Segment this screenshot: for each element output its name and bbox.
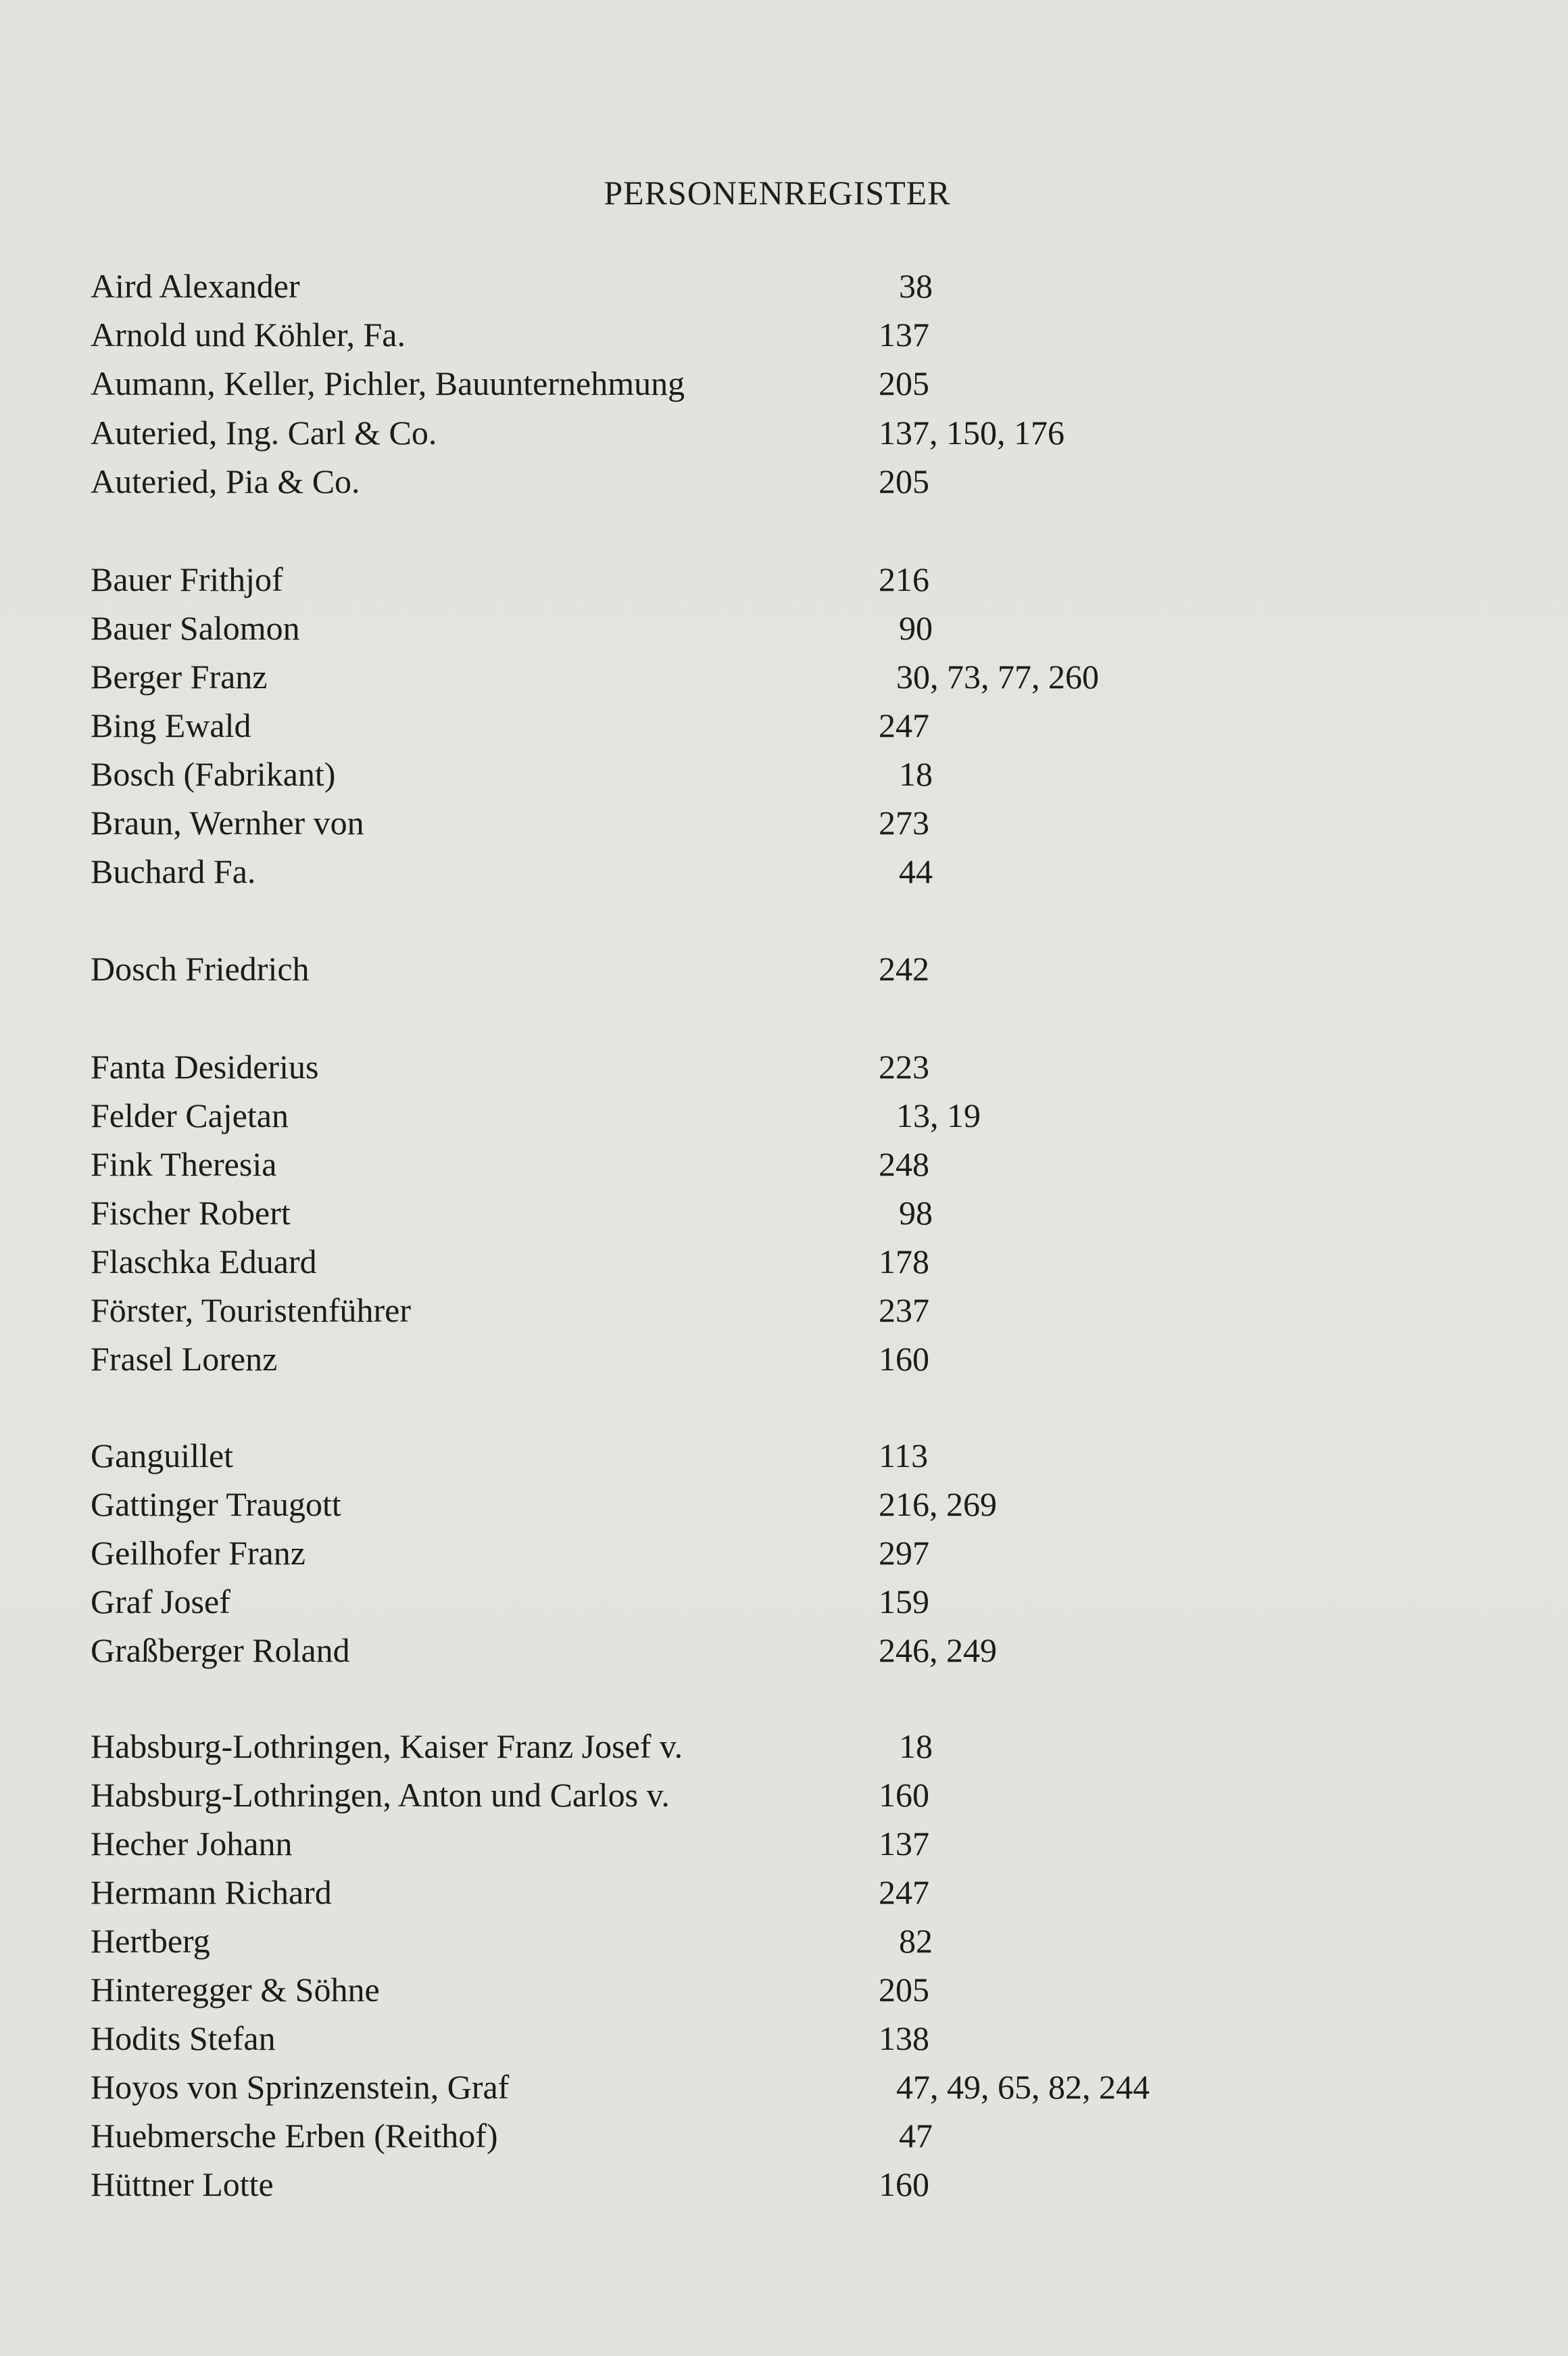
register-entry	[0, 262, 1568, 310]
entry-pages: 273	[879, 804, 929, 842]
entry-name: Förster, Touristenführer	[91, 1291, 412, 1329]
entry-name: Hecher Johann	[91, 1825, 293, 1862]
register-entry	[0, 653, 1568, 700]
page-title: PERSONENREGISTER	[604, 174, 951, 212]
entry-pages: 137, 150, 176	[879, 414, 1064, 452]
entry-name: Hermann Richard	[91, 1873, 332, 1911]
register-entry	[0, 311, 1568, 358]
entry-name: Ganguillet	[91, 1437, 234, 1474]
entry-pages: 159	[879, 1583, 929, 1620]
register-entry	[0, 1238, 1568, 1285]
entry-pages: 223	[879, 1048, 929, 1086]
register-entry	[0, 1917, 1568, 1965]
register-entry	[0, 2161, 1568, 2208]
register-entry	[0, 458, 1568, 505]
entry-name: Flaschka Eduard	[91, 1243, 317, 1280]
entry-pages: 247	[879, 706, 929, 744]
entry-name: Auteried, Pia & Co.	[91, 462, 360, 500]
entry-pages: 205	[879, 462, 929, 500]
entry-name: Auteried, Ing. Carl & Co.	[91, 414, 437, 452]
register-entry	[0, 1043, 1568, 1090]
entry-pages: 30, 73, 77, 260	[896, 658, 1099, 696]
register-entry	[0, 409, 1568, 456]
register-entry	[0, 604, 1568, 652]
entry-pages: 205	[879, 1971, 929, 2009]
register-entry	[0, 848, 1568, 895]
entry-name: Graf Josef	[91, 1583, 230, 1620]
register-entry	[0, 1771, 1568, 1819]
entry-name: Bing Ewald	[91, 706, 251, 744]
register-entry	[0, 1578, 1568, 1625]
entry-name: Fink Theresia	[91, 1145, 277, 1183]
entry-pages: 160	[879, 1776, 929, 1814]
register-entry	[0, 750, 1568, 798]
entry-name: Hüttner Lotte	[91, 2165, 274, 2203]
register-entry	[0, 2112, 1568, 2159]
entry-name: Frasel Lorenz	[91, 1340, 278, 1378]
entry-name: Bauer Salomon	[91, 609, 300, 647]
register-entry	[0, 702, 1568, 749]
register-entry	[0, 1189, 1568, 1236]
entry-name: Dosch Friedrich	[91, 950, 310, 988]
entry-pages: 216, 269	[879, 1485, 997, 1523]
register-entry	[0, 1140, 1568, 1188]
register-entry	[0, 945, 1568, 992]
entry-name: Bauer Frithjof	[91, 560, 283, 598]
register-entry	[0, 1335, 1568, 1383]
entry-pages: 18	[899, 1727, 933, 1765]
entry-pages: 113	[879, 1437, 929, 1474]
entry-pages: 18	[899, 755, 933, 793]
entry-name: Buchard Fa.	[91, 852, 256, 890]
register-entry	[0, 1627, 1568, 1674]
entry-pages: 82	[899, 1922, 933, 1960]
entry-name: Aumann, Keller, Pichler, Bauunternehmung	[91, 364, 685, 402]
entry-pages: 98	[899, 1194, 933, 1232]
entry-name: Hertberg	[91, 1922, 210, 1960]
entry-name: Hinteregger & Söhne	[91, 1971, 380, 2009]
register-entry	[0, 2015, 1568, 2062]
entry-name: Fischer Robert	[91, 1194, 291, 1232]
entry-pages: 178	[879, 1243, 929, 1280]
entry-name: Gattinger Traugott	[91, 1485, 341, 1523]
entry-pages: 47	[899, 2117, 933, 2155]
entry-pages: 237	[879, 1291, 929, 1329]
entry-name: Hoyos von Sprinzenstein, Graf	[91, 2068, 510, 2106]
entry-pages: 205	[879, 364, 929, 402]
entry-name: Berger Franz	[91, 658, 268, 696]
register-entry	[0, 1966, 1568, 2013]
entry-pages: 160	[879, 1340, 929, 1378]
entry-name: Graßberger Roland	[91, 1631, 350, 1669]
entry-pages: 160	[879, 2165, 929, 2203]
register-entry	[0, 1092, 1568, 1139]
register-entry	[0, 360, 1568, 407]
entry-name: Geilhofer Franz	[91, 1534, 305, 1572]
entry-name: Hodits Stefan	[91, 2019, 276, 2057]
entry-pages: 137	[879, 316, 929, 354]
register-entry	[0, 1481, 1568, 1528]
register-entry	[0, 1529, 1568, 1577]
register-entry	[0, 556, 1568, 603]
register-entry	[0, 1432, 1568, 1479]
entry-name: Aird Alexander	[91, 267, 300, 305]
entry-name: Habsburg-Lothringen, Anton und Carlos v.	[91, 1776, 670, 1814]
entry-pages: 13, 19	[896, 1097, 981, 1134]
entry-pages: 47, 49, 65, 82, 244	[896, 2068, 1150, 2106]
register-entry	[0, 1723, 1568, 1770]
entry-pages: 137	[879, 1825, 929, 1862]
entry-pages: 248	[879, 1145, 929, 1183]
entry-pages: 44	[899, 852, 933, 890]
entry-pages: 297	[879, 1534, 929, 1572]
entry-name: Fanta Desiderius	[91, 1048, 319, 1086]
entry-name: Huebmersche Erben (Reithof)	[91, 2117, 498, 2155]
entry-pages: 138	[879, 2019, 929, 2057]
register-entry	[0, 799, 1568, 846]
entry-name: Felder Cajetan	[91, 1097, 289, 1134]
entry-pages: 216	[879, 560, 929, 598]
register-entry	[0, 1869, 1568, 1916]
entry-pages: 247	[879, 1873, 929, 1911]
entry-pages: 246, 249	[879, 1631, 997, 1669]
entry-name: Braun, Wernher von	[91, 804, 364, 842]
register-entry	[0, 2063, 1568, 2111]
entry-name: Habsburg-Lothringen, Kaiser Franz Josef v.	[91, 1727, 683, 1765]
register-entry	[0, 1287, 1568, 1334]
entry-pages: 242	[879, 950, 929, 988]
entry-pages: 38	[899, 267, 933, 305]
register-entry	[0, 1820, 1568, 1867]
entry-name: Bosch (Fabrikant)	[91, 755, 336, 793]
entry-pages: 90	[899, 609, 933, 647]
entry-name: Arnold und Köhler, Fa.	[91, 316, 406, 354]
